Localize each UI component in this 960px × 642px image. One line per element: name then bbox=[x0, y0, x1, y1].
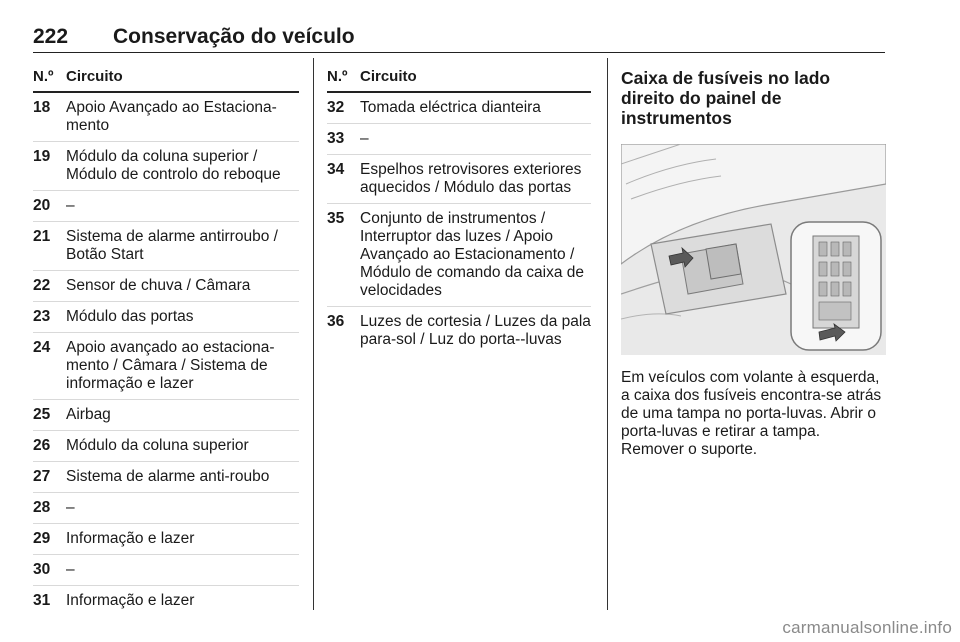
table-row bbox=[33, 400, 299, 431]
fuse-number: 26 bbox=[33, 437, 51, 454]
circuit-text: Tomada eléctrica dianteira bbox=[360, 99, 541, 116]
fuse-number: 30 bbox=[33, 561, 51, 578]
fuse-number: 18 bbox=[33, 99, 51, 116]
fuse-number: 23 bbox=[33, 308, 51, 325]
page-number: 222 bbox=[33, 25, 69, 48]
fuse-number: 34 bbox=[327, 161, 345, 178]
table-row bbox=[33, 462, 299, 493]
section-title: Caixa de fusíveis no lado direito do painel de instrumentos bbox=[621, 68, 831, 128]
table-row bbox=[33, 431, 299, 462]
fuse-number: 32 bbox=[327, 99, 345, 116]
table-row bbox=[33, 555, 299, 586]
circuit-text: Apoio avançado ao estaciona-mento / Câmara / Sistema de informação e lazer bbox=[66, 339, 275, 392]
fuse-box-section bbox=[621, 58, 886, 459]
table-row bbox=[33, 302, 299, 333]
fuse-number: 21 bbox=[33, 228, 51, 245]
table-row bbox=[33, 271, 299, 302]
fuse-number: 31 bbox=[33, 592, 51, 609]
instruction-paragraph: Remover o suporte. bbox=[621, 441, 758, 458]
table-row bbox=[33, 191, 299, 222]
fuse-number: 24 bbox=[33, 339, 51, 356]
circuit-text: Conjunto de instrumentos / Interruptor das luzes / Apoio Avançado ao Estacionamento / Módulo de comando da caixa de velocidades bbox=[360, 210, 585, 299]
col-header-no: N.º bbox=[327, 68, 348, 85]
circuit-text: Módulo da coluna superior bbox=[66, 437, 249, 454]
fuse-number: 33 bbox=[327, 130, 345, 147]
table-row bbox=[327, 307, 591, 355]
page-title: Conservação do veículo bbox=[113, 25, 355, 48]
fuse-number: 28 bbox=[33, 499, 51, 516]
table-row bbox=[327, 124, 591, 155]
circuit-text: Módulo das portas bbox=[66, 308, 194, 325]
circuit-text: Sensor de chuva / Câmara bbox=[66, 277, 251, 294]
fuse-table-left bbox=[33, 58, 299, 616]
col-header-no: N.º bbox=[33, 68, 54, 85]
table-row bbox=[327, 204, 591, 307]
fuse-number: 25 bbox=[33, 406, 51, 423]
table-header bbox=[327, 68, 591, 93]
fuse-number: 36 bbox=[327, 313, 345, 330]
circuit-text: – bbox=[66, 499, 75, 516]
fuse-number: 22 bbox=[33, 277, 51, 294]
fuse-number: 20 bbox=[33, 197, 51, 214]
table-row bbox=[327, 155, 591, 204]
fuse-number: 19 bbox=[33, 148, 51, 165]
table-row bbox=[33, 524, 299, 555]
table-row bbox=[33, 142, 299, 191]
circuit-text: Informação e lazer bbox=[66, 530, 195, 547]
column-divider bbox=[313, 58, 314, 610]
fuse-number: 27 bbox=[33, 468, 51, 485]
circuit-text: Espelhos retrovisores exteriores aquecidos / Módulo das portas bbox=[360, 161, 582, 196]
circuit-text: – bbox=[360, 130, 369, 147]
fuse-box-illustration bbox=[621, 144, 886, 355]
circuit-text: Airbag bbox=[66, 406, 111, 423]
circuit-text: – bbox=[66, 561, 75, 578]
circuit-text: Informação e lazer bbox=[66, 592, 195, 609]
column-divider bbox=[607, 58, 608, 610]
page-header bbox=[33, 24, 885, 53]
table-row bbox=[33, 93, 299, 142]
col-header-circuit: Circuito bbox=[360, 68, 417, 85]
table-row bbox=[33, 586, 299, 616]
instruction-paragraph: Em veículos com volante à esquerda, a caixa dos fusíveis encontra-se atrás de uma tampa no porta-luvas. Abrir o porta-luvas e retirar a tampa. bbox=[621, 369, 882, 440]
circuit-text: Módulo da coluna superior / Módulo de controlo do reboque bbox=[66, 148, 281, 183]
table-row bbox=[33, 493, 299, 524]
circuit-text: Sistema de alarme antirroubo / Botão Start bbox=[66, 228, 278, 263]
circuit-text: Sistema de alarme anti-roubo bbox=[66, 468, 270, 485]
col-header-circuit: Circuito bbox=[66, 68, 123, 85]
circuit-text: Apoio Avançado ao Estaciona-mento bbox=[66, 99, 277, 134]
fuse-box-drawing bbox=[621, 144, 886, 355]
circuit-text: – bbox=[66, 197, 75, 214]
table-row bbox=[33, 222, 299, 271]
fuse-number: 35 bbox=[327, 210, 345, 227]
table-row bbox=[327, 93, 591, 124]
circuit-text: Luzes de cortesia / Luzes da pala para-sol / Luz do porta--luvas bbox=[360, 313, 591, 348]
watermark: carmanualsonline.info bbox=[782, 618, 952, 637]
fuse-table-right bbox=[327, 58, 591, 355]
fuse-number: 29 bbox=[33, 530, 51, 547]
table-header bbox=[33, 68, 299, 93]
table-row bbox=[33, 333, 299, 400]
